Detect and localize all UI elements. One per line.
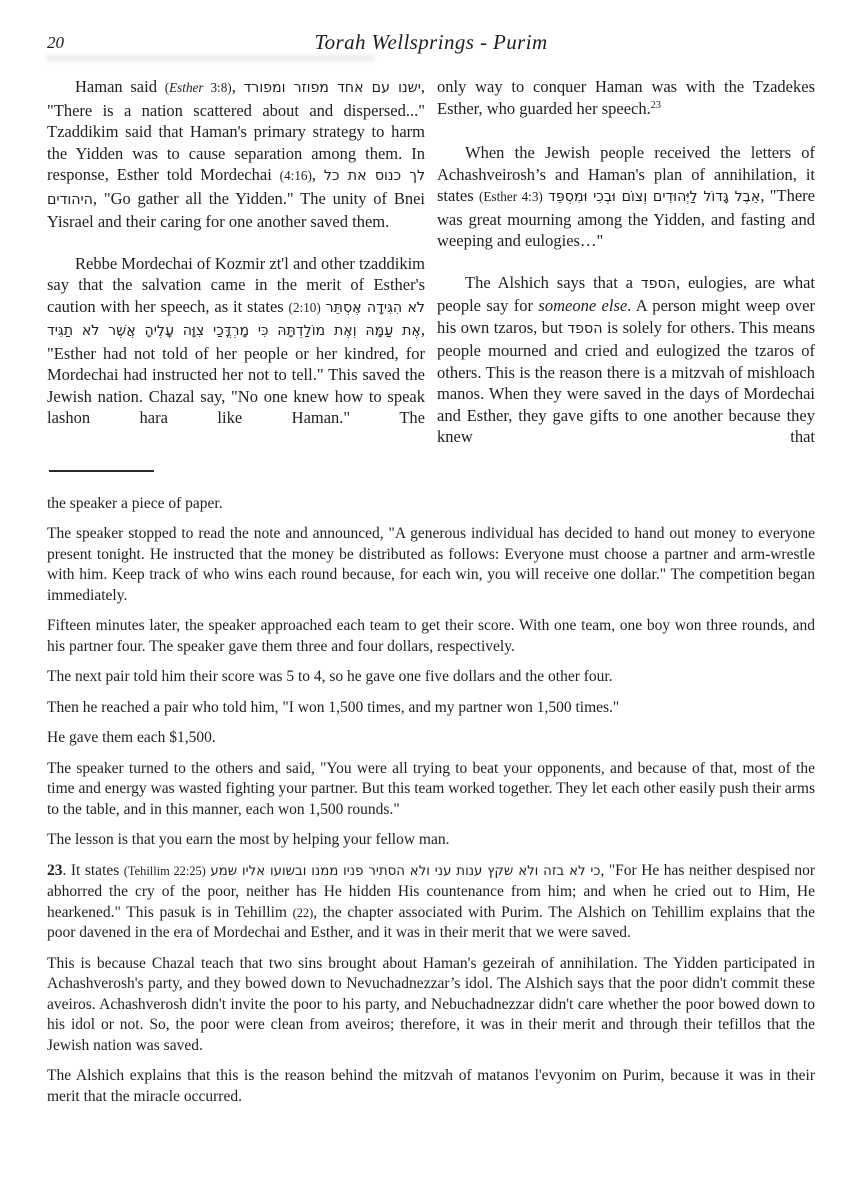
text-run: , "Esther had not told of her people or her kindred, for Mordechai had instructed her not to tell." This saved the Jewish nation. Chazal say, "No one knew how to speak lashon hara like Haman." The <box>47 320 425 427</box>
text-run: הספד <box>567 320 603 337</box>
footnote-paragraph <box>47 494 815 515</box>
text-run: The Alshich explains that this is the reason behind the mitzvah of matanos l'evyonim on Purim, because it was in their merit that the miracle occurred. <box>47 1067 815 1105</box>
text-run: , "For He has neither despised nor abhorred the cry of the poor, neither has He hidden His countenance from him; and when he cried out to Him, He hearkened." This pasuk is in Tehillim <box>47 861 816 921</box>
text-run: the speaker a piece of paper. <box>47 494 223 512</box>
footnote-paragraph <box>47 759 815 821</box>
text-run: (4:16) <box>279 168 312 183</box>
text-run: , "There is a nation scattered about and dispersed..." Tzaddikim said that Haman's primary strategy to harm the Yidden was to cause separation among them. In response, Esther told Mordechai <box>47 77 425 184</box>
text-run: ישנו עם אחד מפוזר ומפורד <box>243 80 421 96</box>
text-run: . A person might weep over his own tzaros, but <box>437 296 816 337</box>
text-run: לֹא הִגִּידָה אֶסְתֵּר אֶת עַמָּהּ וְאֶת מוֹלַדְתָּהּ כִּי מָרְדֳּכַי צִוָּה עָלֶיהָ אֲשֶׁר לֹא תַגִּיד <box>47 299 425 339</box>
text-run: , "Go gather all the Yidden." The unity of Bnei Yisrael and their caring for one another saved them. <box>47 188 425 231</box>
footnote-paragraph <box>47 667 815 688</box>
text-run: (2:10) <box>288 299 321 315</box>
left-column <box>47 76 425 468</box>
text-run: Rebbe Mordechai of Kozmir zt'l and other tzaddikim say that the salvation came in the merit of Esther's caution with her speech, as it states <box>47 253 425 316</box>
text-run: This is because Chazal teach that two sins brought about Haman's gezeirah of annihilation. The Yidden participated in Achashverosh's party, and they bowed down to Nevuchadnezzar’s idol. The Alshich says that the poor didn't commit these aveiros. Achashverosh didn't invite the poor to his party, and Nebuchadnezzar didn't care whether the poor bowed down to his idol or not. So, the poor were clean from aveiros; therefore, it was in their merit and through their tefillos that the Jewish nation was saved. <box>47 954 815 1054</box>
footnotes-section <box>47 494 815 1108</box>
text-run: . It states <box>62 861 124 879</box>
text-run: only way to conquer Haman was with the Tzadekes Esther, who guarded her speech. <box>437 77 815 118</box>
main-paragraph <box>437 142 815 252</box>
text-run: , the chapter associated with Purim. The Alshich on Tehillim explains that the poor davened in the era of Mordechai and Esther, and it was in their merit that we were saved. <box>47 903 815 941</box>
main-paragraph <box>47 76 425 233</box>
main-paragraph <box>437 76 815 122</box>
text-run: כי לא בזה ולא שקץ ענות עני ולא הסתיר פניו ממנו ובשועו אליו שמע <box>210 863 601 879</box>
text-run: , "There was great mourning among the Yidden, and fasting and weeping and eulogies…" <box>437 186 815 250</box>
footnote-23 <box>47 861 815 944</box>
text-run: The Alshich says that a <box>465 272 641 292</box>
footnote-separator <box>49 470 154 472</box>
text-run: 23 <box>47 861 63 879</box>
text-run: The next pair told him their score was 5 to 4, so he gave one five dollars and the other four. <box>47 668 613 685</box>
page-title: Torah Wellsprings - Purim <box>314 30 548 54</box>
text-run: לך כנוס את כל היהודים <box>47 168 426 208</box>
text-run: Fifteen minutes later, the speaker approached each team to get their score. With one team, one boy won three rounds, and his partner four. The speaker gave them three and four dollars, respectively. <box>47 617 815 655</box>
text-run: הספד <box>640 275 676 292</box>
footnote-paragraph <box>47 698 815 719</box>
text-run: Haman said <box>75 77 165 96</box>
text-run: ( <box>164 80 170 95</box>
text-run: (Esther 4:3) <box>479 189 543 204</box>
text-run: Then he reached a pair who told him, "I won 1,500 times, and my partner won 1,500 times." <box>47 698 620 716</box>
footnote-paragraph <box>47 616 815 657</box>
text-run: , <box>231 77 244 96</box>
main-paragraph <box>437 272 815 448</box>
text-run: 23 <box>650 100 661 112</box>
text-run: When the Jewish people received the letters of Achashveirosh’s and Haman's plan of annihilation, it states <box>437 143 815 205</box>
scan-artifact <box>45 55 375 61</box>
text-run: The speaker stopped to read the note and announced, "A generous individual has decided to hand out money to everyone present tonight. He instructed that the money be distributed as follows: Everyone must choose a partner and arm-wrestle with him. Keep track of who wins each round because, for each win, you will receive one dollar." The competition began immediately. <box>47 525 815 604</box>
text-run: is solely for others. This means people mourned and cried and eulogized the tzaros of others. This is the reason there is a mitzvah of mishloach manos. When they were saved in the days of Mordechai and Esther, they gave gifts to one another because they knew that <box>437 317 816 446</box>
main-text-columns <box>47 76 815 468</box>
main-paragraph <box>47 253 425 429</box>
footnote-paragraph <box>47 830 815 851</box>
text-run: 3:8) <box>203 80 232 95</box>
text-run: The lesson is that you earn the most by helping your fellow man. <box>47 831 450 848</box>
text-run: (22) <box>292 905 314 920</box>
text-run: , <box>311 165 324 184</box>
page-number: 20 <box>47 33 64 52</box>
footnote-paragraph <box>47 954 815 1057</box>
text-run: someone else <box>538 296 628 315</box>
text-run: (Tehillim 22:25) <box>123 863 206 878</box>
footnote-paragraph <box>47 1066 815 1107</box>
right-column <box>437 76 815 468</box>
text-run: אֵבֶל גָּדוֹל לַיְּהוּדִים וְצוֹם וּבְכִי וּמִסְפֵּד <box>548 189 761 205</box>
text-run: , eulogies, are what people say for <box>437 272 815 315</box>
text-run: He gave them each $1,500. <box>47 729 216 746</box>
text-run: Esther <box>169 80 204 95</box>
footnote-paragraph <box>47 728 815 749</box>
text-run: The speaker turned to the others and said, "You were all trying to beat your opponents, and because of that, most of the time and energy was wasted fighting your partner. But this team worked together. They let each other easily push their arms to the table, and in this manner, each won 1,500 rounds." <box>47 759 815 818</box>
footnote-paragraph <box>47 524 815 606</box>
